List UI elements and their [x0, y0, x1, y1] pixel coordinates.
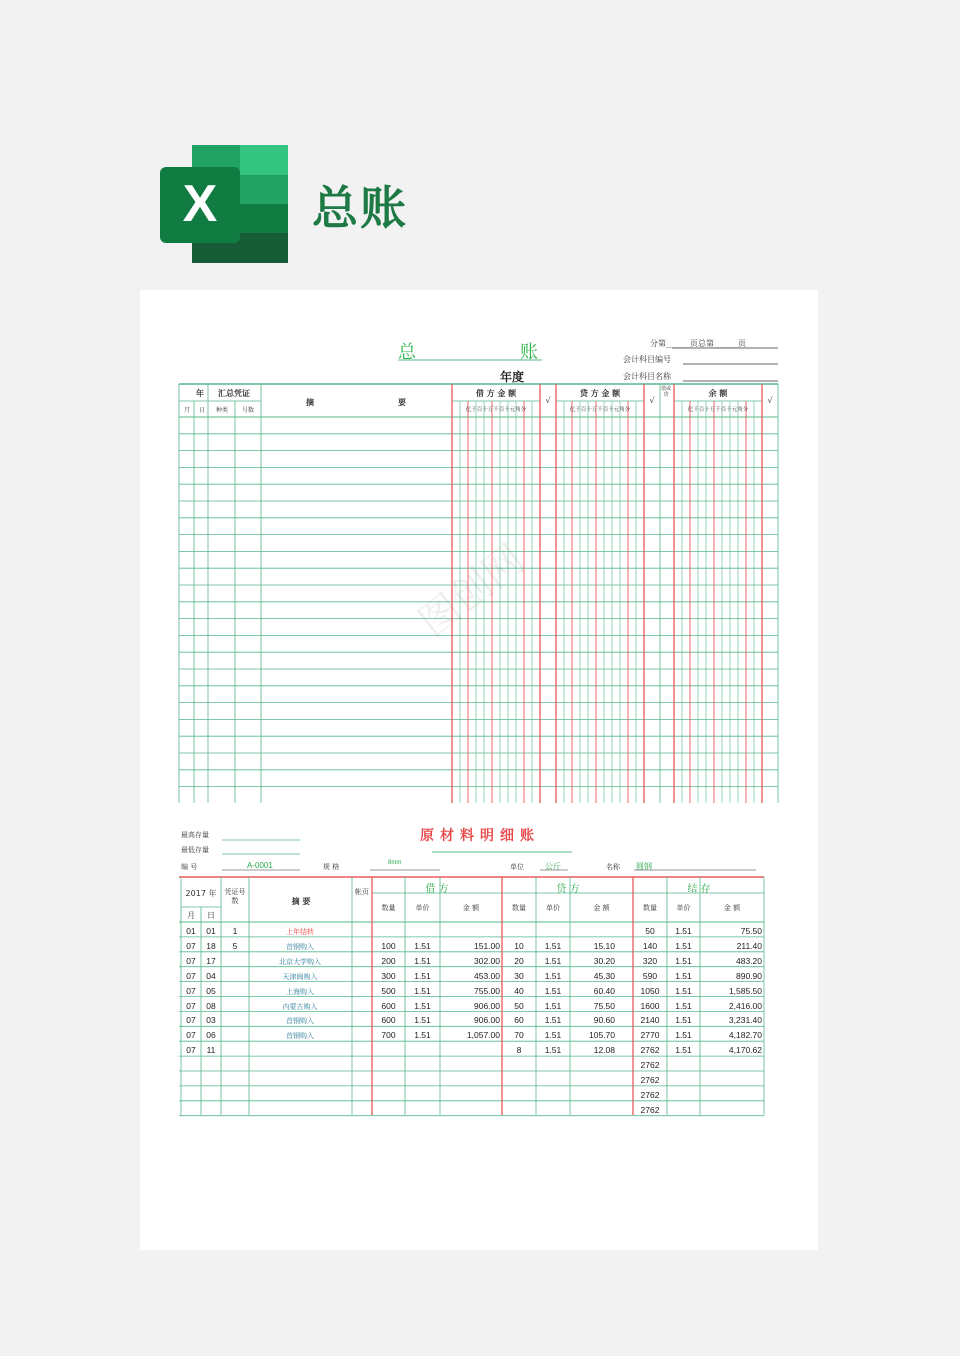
cell-ca: 45.30: [593, 970, 615, 981]
year-cell: 2017 年: [185, 889, 217, 898]
cell-ca: 90.60: [593, 1015, 615, 1026]
cell-summary: 首钢购入: [286, 1017, 314, 1026]
cell-ca: 60.40: [593, 985, 615, 996]
cell-cq: 60: [514, 1015, 524, 1026]
cell-cq: 30: [514, 970, 524, 981]
cell-bp: 1.51: [675, 940, 692, 951]
cell-cp: 1.51: [544, 1000, 562, 1011]
cell-dp: 1.51: [414, 985, 431, 996]
cell-ca: 30.20: [593, 955, 615, 966]
hdr-day: 日: [198, 407, 205, 414]
cell-bq: 2762: [640, 1104, 660, 1115]
cell-bp: 1.51: [675, 955, 692, 966]
cell-m: 01: [186, 926, 196, 936]
cell-dq: 200: [381, 955, 396, 966]
cell-bq: 2770: [640, 1030, 660, 1041]
hdr-voucher: 汇总凭证: [218, 389, 250, 398]
code-label: 编 号: [181, 863, 198, 871]
hdr-check-1: √: [545, 396, 551, 405]
cell-summary: 内蒙古购入: [282, 1002, 318, 1011]
cell-cp: 1.51: [544, 1045, 562, 1056]
cell-summary: 上年结转: [286, 928, 314, 936]
cell-cq: 10: [514, 940, 524, 951]
cell-ca: 15.10: [593, 940, 615, 951]
hdr-kind: 种类: [215, 407, 228, 414]
qty-subheader: 数量: [512, 904, 526, 912]
cell-dq: 700: [381, 1030, 396, 1041]
cell-ba: 1,585.50: [728, 985, 762, 996]
amount-subheader: 金 额: [462, 904, 480, 912]
hdr-digits-debit: 亿千百十万千百十元角分: [465, 407, 527, 413]
cell-ba: 75.50: [740, 926, 762, 936]
watermark: 图创网: [410, 536, 534, 647]
hdr-summary-a: 摘: [306, 398, 314, 407]
page-info: 分第______页总第______页: [650, 339, 746, 348]
hdr-credit: 贷 方 金 额: [579, 389, 621, 398]
cell-m: 07: [186, 1015, 196, 1026]
cell-m: 07: [186, 1000, 196, 1011]
cell-bq: 320: [642, 955, 658, 966]
cell-m: 07: [186, 985, 196, 996]
credit-hdr: 贷 方: [556, 884, 580, 895]
cell-ca: 75.50: [593, 1000, 615, 1011]
cell-bp: 1.51: [675, 1000, 692, 1011]
hdr-check-2: √: [649, 396, 655, 405]
cell-bq: 50: [645, 926, 655, 936]
cell-cp: 1.51: [544, 1015, 562, 1026]
material-title: 原材料明细账: [420, 828, 540, 844]
cell-cp: 1.51: [544, 1030, 562, 1041]
ledger-title-left: 总: [398, 342, 416, 363]
cell-dq: 600: [381, 1000, 396, 1011]
amount-subheader: 金 额: [593, 904, 610, 912]
hdr-digits-balance: 亿千百十万千百十元角分: [687, 407, 749, 413]
cell-bp: 1.51: [675, 1030, 692, 1041]
cell-cq: 20: [514, 955, 524, 966]
account-name-label: 会计科目名称: [623, 372, 671, 381]
cell-cp: 1.51: [544, 955, 562, 966]
cell-d: 04: [206, 970, 216, 981]
cell-bq: 1600: [640, 1000, 660, 1011]
cell-ba: 3,231.40: [728, 1015, 762, 1026]
cell-m: 07: [186, 970, 196, 981]
price-subheader: 单价: [415, 904, 430, 912]
hdr-check-3: √: [767, 396, 773, 405]
cell-v: 5: [232, 940, 238, 951]
cell-bp: 1.51: [675, 1045, 692, 1056]
cell-dp: 1.51: [414, 1015, 431, 1026]
cell-bq: 590: [642, 970, 658, 981]
cell-bq: 2762: [640, 1089, 660, 1100]
ledger-title-right: 账: [520, 342, 538, 363]
cell-bq: 1050: [640, 985, 660, 996]
balance-hdr: 结 存: [687, 884, 711, 895]
cell-bp: 1.51: [675, 1015, 692, 1026]
debit-hdr: 借 方: [425, 884, 449, 895]
cell-ba: 4,182.70: [728, 1030, 762, 1041]
cell-summary: 上海购入: [286, 987, 314, 996]
cell-cq: 50: [514, 1000, 524, 1011]
cell-d: 05: [206, 985, 216, 996]
cell-v: 1: [232, 926, 238, 936]
cell-cq: 40: [514, 985, 524, 996]
cell-d: 08: [206, 1000, 216, 1011]
svg-text:X: X: [182, 175, 218, 233]
cell-m: 07: [186, 1030, 196, 1041]
cell-bq: 2762: [640, 1060, 660, 1071]
code-value: A-0001: [247, 861, 273, 870]
page-title: 总账: [312, 181, 408, 235]
cell-dp: 1.51: [414, 955, 431, 966]
price-subheader: 单价: [676, 904, 691, 912]
month-hdr: 月: [187, 911, 195, 920]
hdr-debit: 借 方 金 额: [475, 389, 517, 398]
account-code-label: 会计科目编号: [623, 355, 671, 364]
summary-hdr: 摘 要: [291, 897, 311, 906]
cell-cq: 8: [516, 1045, 522, 1056]
cell-bq: 140: [642, 940, 658, 951]
hdr-summary-b: 要: [398, 398, 406, 407]
cell-d: 11: [206, 1045, 216, 1056]
cell-dq: 600: [381, 1015, 396, 1026]
cell-da: 906.00: [474, 1015, 500, 1026]
name-label: 名称: [606, 863, 620, 871]
voucher-num-hdr: 凭证号数: [224, 888, 246, 905]
cell-ca: 105.70: [589, 1030, 615, 1041]
cell-bq: 2762: [640, 1075, 660, 1085]
price-subheader: 单价: [546, 904, 560, 912]
spec-value: 8mm: [388, 860, 402, 866]
cell-bp: 1.51: [675, 926, 692, 936]
cell-da: 906.00: [474, 1000, 500, 1011]
cell-d: 17: [206, 955, 216, 966]
cell-dp: 1.51: [414, 970, 431, 981]
cell-dp: 1.51: [414, 1030, 431, 1041]
cell-da: 302.00: [474, 955, 500, 966]
cell-ca: 12.08: [593, 1045, 615, 1056]
cell-d: 18: [206, 940, 216, 951]
cell-ba: 4,170.62: [728, 1045, 762, 1056]
cell-summary: 北京大学购入: [279, 957, 321, 966]
max-stock-label: 最高存量: [181, 831, 209, 839]
cell-da: 151.00: [474, 940, 500, 951]
cell-dp: 1.51: [414, 1000, 431, 1011]
min-stock-label: 最低存量: [181, 846, 209, 854]
cell-bp: 1.51: [675, 985, 692, 996]
hdr-balance: 余 额: [708, 389, 728, 398]
cell-m: 07: [186, 1045, 196, 1056]
hdr-month: 月: [183, 407, 190, 414]
cell-ba: 483.20: [736, 955, 762, 966]
unit-value: 公斤: [545, 862, 561, 871]
cell-da: 755.00: [474, 985, 500, 996]
amount-subheader: 金 额: [723, 904, 741, 912]
cell-bq: 2762: [640, 1045, 660, 1056]
cell-d: 01: [206, 926, 216, 936]
cell-m: 07: [186, 940, 196, 951]
cell-summary: 首钢购入: [286, 1032, 314, 1041]
cell-summary: 天津闽购入: [282, 972, 318, 981]
cell-dp: 1.51: [414, 940, 431, 951]
cell-summary: 首钢购入: [286, 942, 314, 951]
hdr-dir: 借或贷: [661, 386, 672, 398]
qty-subheader: 数量: [381, 904, 396, 912]
hdr-digits-credit: 亿千百十万千百十元角分: [569, 407, 631, 413]
hdr-year: 年: [196, 389, 204, 398]
year-label: 年度: [500, 370, 525, 384]
cell-dq: 100: [381, 940, 396, 951]
cell-d: 03: [206, 1015, 216, 1026]
cell-bq: 2140: [640, 1015, 660, 1026]
unit-label: 单位: [510, 863, 524, 871]
ledger-page-hdr: 帐页: [355, 888, 369, 896]
cell-cp: 1.51: [544, 970, 562, 981]
cell-ba: 211.40: [736, 940, 762, 951]
name-value: 圆钢: [636, 862, 652, 871]
qty-subheader: 数量: [643, 904, 657, 912]
cell-d: 06: [206, 1030, 216, 1041]
cell-dq: 500: [381, 985, 396, 996]
cell-ba: 2,416.00: [728, 1000, 762, 1011]
cell-m: 07: [186, 955, 196, 966]
cell-ba: 890.90: [736, 970, 762, 981]
spec-label: 规 格: [323, 863, 340, 871]
cell-bp: 1.51: [675, 970, 692, 981]
cell-cp: 1.51: [544, 985, 562, 996]
day-hdr: 日: [207, 911, 215, 920]
cell-da: 1,057.00: [466, 1030, 500, 1041]
hdr-number: 号数: [241, 407, 254, 414]
cell-dq: 300: [381, 970, 396, 981]
cell-da: 453.00: [474, 970, 500, 981]
cell-cp: 1.51: [544, 940, 562, 951]
cell-cq: 70: [514, 1030, 524, 1041]
